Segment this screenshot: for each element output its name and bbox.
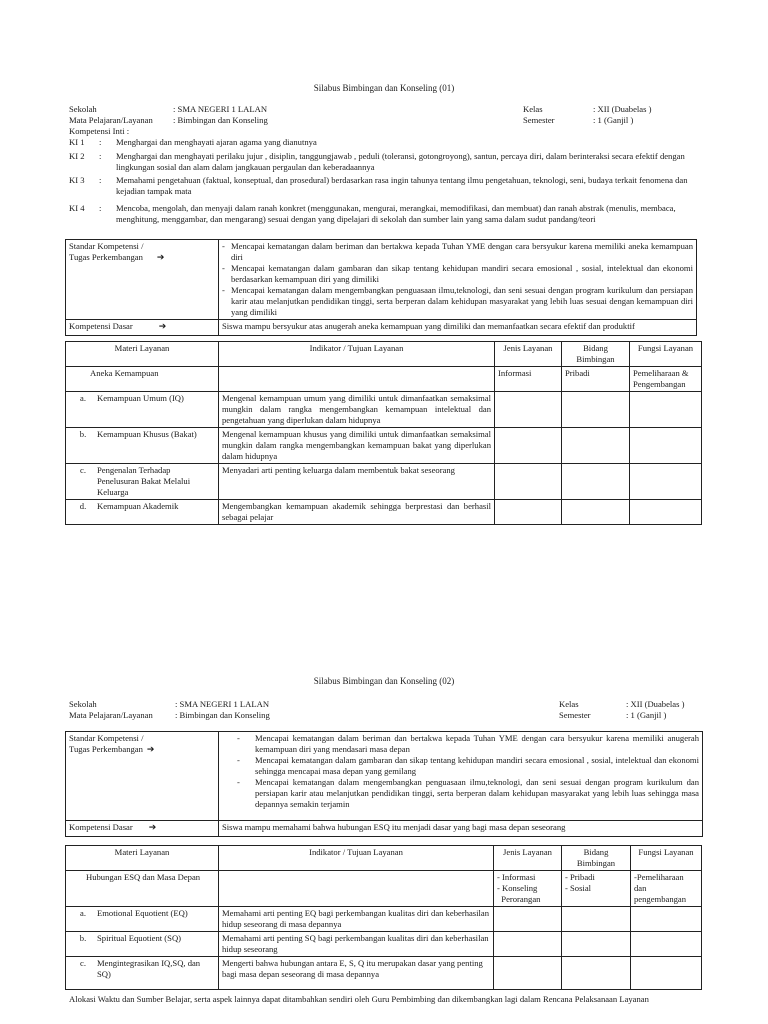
ki-text: Mencoba, mengolah, dan menyaji dalam ranah konkret (menggunakan, mengurai, merangkai, memodifikasi, dan membuat) dan ranah abstrak (menulis, membaca, menghitung, menggambar, dan mengarang) sesuai dengan yang dipelajari di sekolah dan sumber lain yang sama dalam sudut pandang/teori bbox=[116, 203, 676, 224]
row-materi: Kemampuan Khusus (Bakat) bbox=[97, 429, 197, 439]
school-label: Sekolah bbox=[69, 699, 97, 709]
list-item: - Mencapai kematangan dalam gambaran dan sikap tentang kehidupan mandiri secara emosional , sosial, intelektual dan ekonomi berdasarkan kemampuan diri yang dimiliki bbox=[222, 263, 693, 284]
list-item: - Mencapai kematangan dalam beriman dan bertakwa kepada Tuhan YME dengan cara bersyukur karena memiliki anugerah kemampuan diri yang mendasari masa depan bbox=[237, 733, 699, 754]
semester-value: : 1 (Ganjil ) bbox=[593, 115, 634, 125]
list-item: - Mencapai kematangan dalam gambaran dan sikap tentang kehidupan mandiri secara emosional , sosial, intelektual dan ekonomi sehingga mencapai masa depan yang gemilang bbox=[237, 755, 699, 776]
col-header-materi: Materi Layanan bbox=[66, 342, 219, 367]
standard-competence-list bbox=[219, 732, 703, 821]
table-row: b. Spiritual Equotient (SQ) Memahami arti penting SQ bagi perkembangan kualitas diri dan keberhasilan hidup seseorang bbox=[66, 932, 702, 957]
table-row bbox=[66, 871, 702, 907]
row-indikator: Memahami arti penting SQ bagi perkembangan kualitas diri dan keberhasilan hidup seseorang bbox=[219, 932, 494, 957]
ki-item bbox=[69, 175, 709, 197]
table-row: c. Mengintegrasikan IQ,SQ, dan SQ) Mengerti bahwa hubungan antara E, S, Q itu merupakan dasar yang penting bagi masa depan seseorang di masa depannya bbox=[66, 957, 702, 990]
school-label: Sekolah bbox=[69, 104, 97, 114]
class-value: : XII (Duabelas ) bbox=[593, 104, 652, 114]
ki-text: Menghargai dan menghayati ajaran agama yang dianutnya bbox=[116, 137, 317, 147]
service-table-2 bbox=[65, 845, 702, 990]
syllabus-2-title: Silabus Bimbingan dan Konseling (02) bbox=[313, 676, 455, 686]
ki-code: KI 3 bbox=[69, 175, 85, 185]
table-header-row bbox=[66, 342, 702, 367]
table-row: a. Kemampuan Umum (IQ) Mengenal kemampuan umum yang dimiliki untuk dimanfaatkan semaksimal mungkin dalam rangka mengembangkan kemampuan intelektual dan pengetahuan yang diperlukan dalam hidupnya bbox=[66, 392, 702, 428]
basic-competence-label: Kompetensi Dasar ➔ bbox=[66, 320, 219, 336]
group-jenis: Informasi bbox=[495, 367, 562, 392]
row-indikator: Menyadari arti penting keluarga dalam membentuk bakat seseorang bbox=[219, 464, 495, 500]
col-header-jenis: Jenis Layanan bbox=[494, 846, 562, 871]
ki-colon: : bbox=[99, 203, 102, 213]
basic-competence-label: Kompetensi Dasar ➔ bbox=[66, 821, 219, 837]
semester-label: Semester bbox=[523, 115, 555, 125]
group-fungsi: -Pemeliharaan dan pengembangan bbox=[631, 871, 702, 907]
ki-colon: : bbox=[99, 151, 102, 161]
subject-value: : Bimbingan dan Konseling bbox=[173, 115, 268, 125]
table-row: a. Emotional Equotient (EQ) Memahami arti penting EQ bagi perkembangan kualitas diri dan keberhasilan hidup seseorang di masa depannya bbox=[66, 907, 702, 932]
ki-colon: : bbox=[99, 137, 102, 147]
row-materi: Pengenalan Terhadap Penelusuran Bakat Melalui Keluarga bbox=[97, 465, 191, 497]
ki-text: Memahami pengetahuan (faktual, konseptual, dan prosedural) berdasarkan rasa ingin tahunya tentang ilmu pengetahuan, teknologi, seni, budaya terkait fenomena dan kejadian tampak mata bbox=[116, 175, 688, 196]
table-row: c. Pengenalan Terhadap Penelusuran Bakat Melalui Keluarga Menyadari arti penting keluarga dalam membentuk bakat seseorang bbox=[66, 464, 702, 500]
group-bidang: Pribadi bbox=[562, 367, 630, 392]
arrow-right-icon: ➔ bbox=[146, 745, 155, 755]
ki-code: KI 1 bbox=[69, 137, 85, 147]
ki-colon: : bbox=[99, 175, 102, 185]
list-item: - Mencapai kematangan dalam beriman dan bertakwa kepada Tuhan YME dengan cara bersyukur karena memiliki aneka kemampuan diri bbox=[222, 241, 693, 262]
school-value: : SMA NEGERI 1 LALAN bbox=[175, 699, 270, 709]
core-competence-heading: Kompetensi Inti : bbox=[69, 126, 130, 136]
ki-item bbox=[69, 137, 709, 148]
group-indikator bbox=[219, 871, 494, 907]
table-row: b. Kemampuan Khusus (Bakat) Mengenal kemampuan khusus yang dimiliki untuk dimanfaatkan semaksimal mungkin dalam rangka mengembangkan kemampuan bakat yang diperlukan dalam hidupnya bbox=[66, 428, 702, 464]
group-materi: Hubungan ESQ dan Masa Depan bbox=[66, 871, 219, 907]
row-materi: Kemampuan Akademik bbox=[97, 501, 179, 511]
table-row bbox=[66, 240, 697, 320]
col-header-fungsi: Fungsi Layanan bbox=[631, 846, 702, 871]
standard-competence-table-1 bbox=[65, 239, 697, 336]
table-row bbox=[66, 821, 703, 837]
row-indikator: Mengembangkan kemampuan akademik sehingga berprestasi dan berhasil sebagai pelajar bbox=[219, 500, 495, 525]
semester-value: : 1 (Ganjil ) bbox=[626, 710, 667, 720]
row-materi: Mengintegrasikan IQ,SQ, dan SQ) bbox=[97, 958, 201, 979]
syllabus-1-title: Silabus Bimbingan dan Konseling (01) bbox=[313, 83, 455, 93]
row-indikator: Mengenal kemampuan khusus yang dimiliki untuk dimanfaatkan semaksimal mungkin dalam rangka mengembangkan kemampuan bakat yang diperlukan dalam hidupnya bbox=[219, 428, 495, 464]
row-indikator: Memahami arti penting EQ bagi perkembangan kualitas diri dan keberhasilan hidup seseorang di masa depannya bbox=[219, 907, 494, 932]
ki-code: KI 4 bbox=[69, 203, 85, 213]
basic-competence-text: Siswa mampu bersyukur atas anugerah aneka kemampuan yang dimiliki dan memanfaatkan secara efektif dan produktif bbox=[219, 320, 697, 336]
class-label: Kelas bbox=[523, 104, 543, 114]
standard-competence-table-2 bbox=[65, 731, 703, 837]
row-materi: Emotional Equotient (EQ) bbox=[97, 908, 188, 918]
ki-item bbox=[69, 203, 709, 225]
col-header-bidang: Bidang Bimbingan bbox=[562, 846, 631, 871]
footer-note: Alokasi Waktu dan Sumber Belajar, serta aspek lainnya dapat ditambahkan sendiri oleh Guru Pembimbing dan dikembangkan lagi dalam Rencana Pelaksanaan Layanan bbox=[69, 994, 649, 1004]
subject-label: Mata Pelajaran/Layanan bbox=[69, 115, 153, 125]
table-header-row bbox=[66, 846, 702, 871]
class-value: : XII (Duabelas ) bbox=[626, 699, 685, 709]
col-header-bidang: Bidang Bimbingan bbox=[562, 342, 630, 367]
table-row: d. Kemampuan Akademik Mengembangkan kemampuan akademik sehingga berprestasi dan berhasil sebagai pelajar bbox=[66, 500, 702, 525]
group-fungsi: Pemeliharaan & Pengembangan bbox=[630, 367, 702, 392]
list-item: - Mencapai kematangan dalam mengembangkan penguasaan ilmu,teknologi, dan seni sesuai dengan program kurikulum dan persiapan karir atau melanjutkan pendidikan tinggi, serta berperan dalam kehidupan masyarakat yang lebih luas sesuai dengan kemampuan diri yang dimiliki bbox=[222, 285, 693, 317]
col-header-jenis: Jenis Layanan bbox=[495, 342, 562, 367]
arrow-right-icon: ➔ bbox=[158, 322, 167, 332]
standard-competence-label: Standar Kompetensi / Tugas Perkembangan ➔ bbox=[66, 240, 219, 320]
row-indikator: Mengenal kemampuan umum yang dimiliki untuk dimanfaatkan semaksimal mungkin dalam rangka mengembangkan kemampuan intelektual dan pengetahuan yang diperlukan dalam hidupnya bbox=[219, 392, 495, 428]
group-materi: Aneka Kemampuan bbox=[66, 367, 219, 392]
col-header-indikator: Indikator / Tujuan Layanan bbox=[219, 342, 495, 367]
table-row bbox=[66, 367, 702, 392]
ki-item bbox=[69, 151, 709, 173]
subject-value: : Bimbingan dan Konseling bbox=[175, 710, 270, 720]
row-materi: Kemampuan Umum (IQ) bbox=[97, 393, 184, 403]
col-header-fungsi: Fungsi Layanan bbox=[630, 342, 702, 367]
ki-code: KI 2 bbox=[69, 151, 85, 161]
row-materi: Spiritual Equotient (SQ) bbox=[97, 933, 182, 943]
col-header-indikator: Indikator / Tujuan Layanan bbox=[219, 846, 494, 871]
semester-label: Semester bbox=[559, 710, 591, 720]
list-item: - Mencapai kematangan dalam mengembangkan penguasaan ilmu,teknologi, dan seni sesuai dengan program kurikulum dan persiapan karir atau melanjutkan pendidikan tinggi, serta berperan dalam kehidupan masyarakat yang lebih luas sehingga masa depannya semakin terjamin bbox=[237, 777, 699, 809]
col-header-materi: Materi Layanan bbox=[66, 846, 219, 871]
group-indikator bbox=[219, 367, 495, 392]
row-indikator: Mengerti bahwa hubungan antara E, S, Q itu merupakan dasar yang penting bagi masa depan seseorang di masa depannya bbox=[219, 957, 494, 990]
standard-competence-list bbox=[219, 240, 697, 320]
ki-text: Menghargai dan menghayati perilaku jujur , disiplin, tanggungjawab , peduli (toleransi, gotongroyong), santun, percaya diri, dalam berinteraksi secara efektif dengan lingkungan sosial dan alam dalam jangkauan pergaulan dan keberadaannya bbox=[116, 151, 685, 172]
arrow-right-icon: ➔ bbox=[148, 823, 157, 833]
standard-competence-label: Standar Kompetensi / Tugas Perkembangan ➔ bbox=[66, 732, 219, 821]
table-row bbox=[66, 732, 703, 821]
subject-label: Mata Pelajaran/Layanan bbox=[69, 710, 153, 720]
class-label: Kelas bbox=[559, 699, 579, 709]
group-jenis: - Informasi - Konseling Perorangan bbox=[494, 871, 562, 907]
group-bidang: - Pribadi - Sosial bbox=[562, 871, 631, 907]
service-table-1 bbox=[65, 341, 702, 525]
school-value: : SMA NEGERI 1 LALAN bbox=[173, 104, 268, 114]
basic-competence-text: Siswa mampu memahami bahwa hubungan ESQ itu menjadi dasar yang bagi masa depan seseorang bbox=[219, 821, 703, 837]
table-row bbox=[66, 320, 697, 336]
arrow-right-icon: ➔ bbox=[156, 253, 165, 263]
